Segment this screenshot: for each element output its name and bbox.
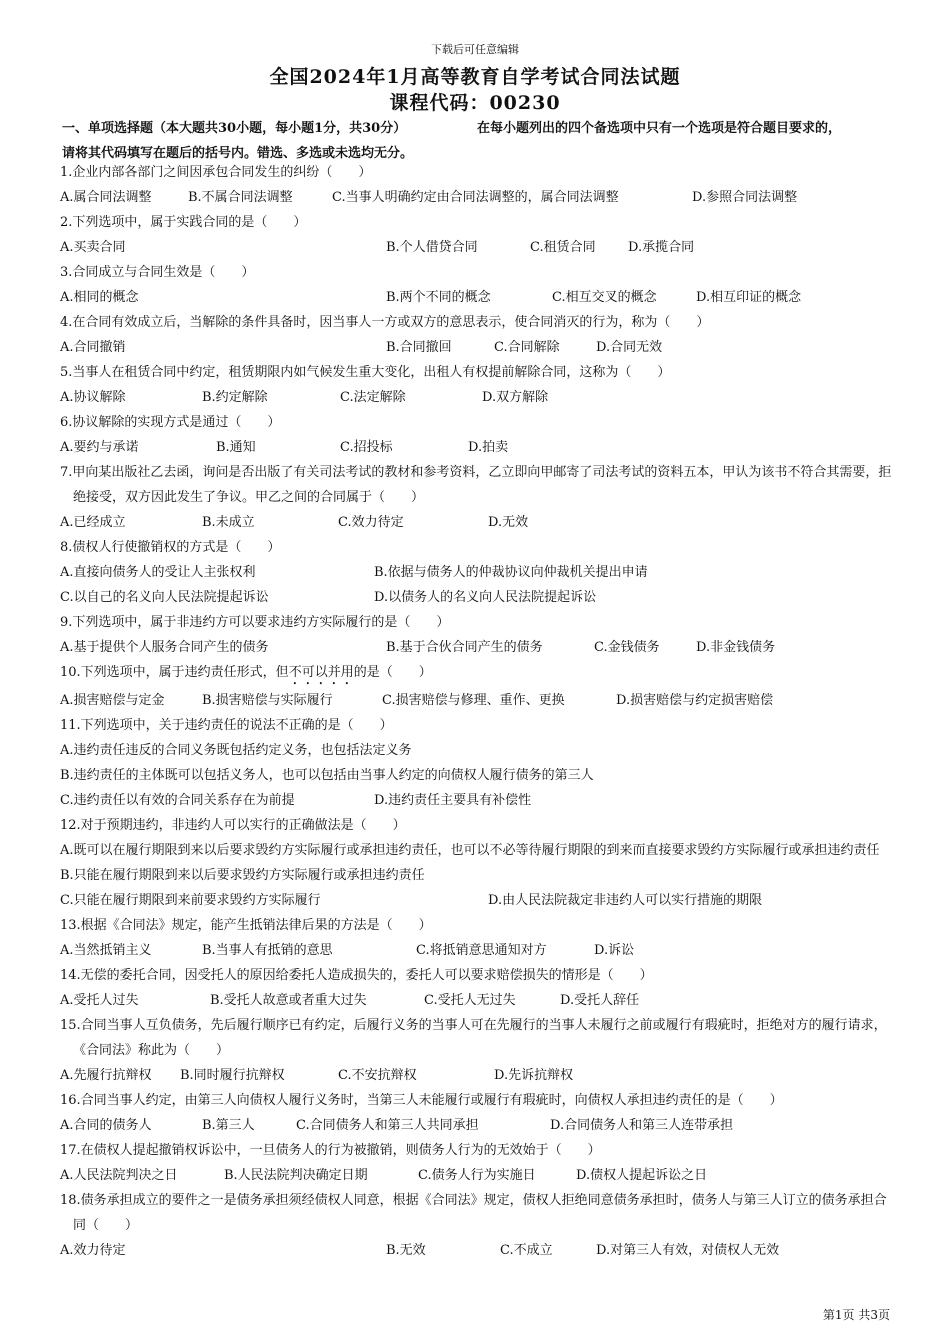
section-instruction-a: 在每小题列出的四个备选项中只有一个选项是符合题目要求的， <box>477 121 842 136</box>
question-stem: 17.在债权人提起撤销权诉讼中，一旦债务人的行为被撤销，则债务人行为的无效始于（ ） <box>60 1143 601 1158</box>
section-heading: 一、单项选择题（本大题共30小题，每小题1分，共30分） <box>62 121 407 136</box>
question-stem: 8.债权人行使撤销权的方式是（ ） <box>60 540 281 555</box>
page-number: 第1页 共3页 <box>822 1308 890 1322</box>
question-stem-part: 的是（ ） <box>353 665 432 680</box>
option: B.当事人有抵销的意思 <box>202 943 333 958</box>
question-options <box>60 788 894 813</box>
option: D.无效 <box>488 515 529 530</box>
option: C.将抵销意思通知对方 <box>416 943 547 958</box>
option: A.受托人过失 <box>60 993 139 1008</box>
option: A.当然抵销主义 <box>60 943 152 958</box>
option: D.合同债务人和第三人连带承担 <box>550 1118 734 1133</box>
option: A.既可以在履行期限到来以后要求毁约方实际履行或承担违约责任，也可以不必等待履行期限的到来而直接要求毁约方实际履行或承担违约责任 <box>60 843 880 858</box>
option: D.违约责任主要具有补偿性 <box>374 793 532 808</box>
option: C.损害赔偿与修理、重作、更换 <box>382 693 565 708</box>
option: D.受托人辞任 <box>560 993 640 1008</box>
question-options <box>60 688 894 713</box>
option: B.个人借贷合同 <box>386 240 478 255</box>
option: A.违约责任违反的合同义务既包括约定义务，也包括法定义务 <box>60 743 412 758</box>
question-options <box>60 335 894 360</box>
question-stem <box>60 660 894 688</box>
option: A.人民法院判决之日 <box>60 1168 178 1183</box>
question-options <box>60 1238 894 1263</box>
option: B.受托人故意或者重大过失 <box>210 993 367 1008</box>
option: D.债权人提起诉讼之日 <box>576 1168 708 1183</box>
option: A.先履行抗辩权 <box>60 1068 152 1083</box>
option: C.法定解除 <box>340 390 406 405</box>
option: A.损害赔偿与定金 <box>60 693 165 708</box>
question-stem: 16.合同当事人约定，由第三人向债权人履行义务时，当第三人未能履行或履行有瑕疵时，向债权人承担违约责任的是（ ） <box>60 1093 783 1108</box>
question-options <box>60 635 894 660</box>
question-stem: 13.根据《合同法》规定，能产生抵销法律后果的方法是（ ） <box>60 918 432 933</box>
option: A.效力待定 <box>60 1243 126 1258</box>
option: B.不属合同法调整 <box>188 190 293 205</box>
option: C.以自己的名义向人民法院提起诉讼 <box>60 590 269 605</box>
option: A.协议解除 <box>60 390 126 405</box>
option: A.属合同法调整 <box>60 190 152 205</box>
option: D.对第三人有效，对债权人无效 <box>596 1243 780 1258</box>
option: B.基于合伙合同产生的债务 <box>386 640 543 655</box>
option: B.通知 <box>216 440 256 455</box>
option: B.损害赔偿与实际履行 <box>202 693 333 708</box>
option: D.由人民法院裁定非违约人可以实行措施的期限 <box>488 893 763 908</box>
option: A.相同的概念 <box>60 290 139 305</box>
option: B.人民法院判决确定日期 <box>224 1168 368 1183</box>
option: B.第三人 <box>202 1118 255 1133</box>
section-header <box>62 116 892 166</box>
question-stem: 3.合同成立与合同生效是（ ） <box>60 265 255 280</box>
exam-title: 全国2024年1月高等教育自学考试合同法试题 <box>269 66 681 88</box>
option: B.违约责任的主体既可以包括义务人，也可以包括由当事人约定的向债权人履行债务的第三人 <box>60 768 594 783</box>
question-stem: 9.下列选项中，属于非违约方可以要求违约方实际履行的是（ ） <box>60 615 450 630</box>
question-stem: 14.无偿的委托合同，因受托人的原因给委托人造成损失的，委托人可以要求赔偿损失的情形是（ ） <box>60 968 653 983</box>
section-instruction-b: 请将其代码填写在题后的括号内。错选、多选或未选均无分。 <box>62 146 414 161</box>
option: D.合同无效 <box>596 340 663 355</box>
course-code: 课程代码：00230 <box>389 92 561 114</box>
question-options <box>60 1113 894 1138</box>
option: B.同时履行抗辩权 <box>180 1068 285 1083</box>
option: C.合同债务人和第三人共同承担 <box>296 1118 479 1133</box>
option: B.约定解除 <box>202 390 268 405</box>
option: A.基于提供个人服务合同产生的债务 <box>60 640 269 655</box>
option: C.相互交叉的概念 <box>552 290 657 305</box>
option: C.受托人无过失 <box>424 993 516 1008</box>
option: C.只能在履行期限到来前要求毁约方实际履行 <box>60 893 321 908</box>
option: B.依据与债务人的仲裁协议向仲裁机关提出申请 <box>374 565 648 580</box>
option: D.以债务人的名义向人民法院提起诉讼 <box>374 590 597 605</box>
question-stem: 15.合同当事人互负债务，先后履行顺序已有约定，后履行义务的当事人可在先履行的当事人未履行之前或履行有瑕疵时，拒绝对方的履行请求，《合同法》称此为（ ） <box>60 1018 887 1058</box>
option: B.只能在履行期限到来以后要求毁约方实际履行或承担违约责任 <box>60 868 425 883</box>
question-options <box>60 888 894 913</box>
question-list <box>60 160 894 1263</box>
option: A.已经成立 <box>60 515 126 530</box>
option: A.买卖合同 <box>60 240 126 255</box>
option: D.双方解除 <box>482 390 549 405</box>
option: B.未成立 <box>202 515 255 530</box>
question-options <box>60 435 894 460</box>
question-stem: 4.在合同有效成立后，当解除的条件具备时，因当事人一方或双方的意思表示，使合同消灭的行为，称为（ ） <box>60 315 710 330</box>
question-stem: 18.债务承担成立的要件之一是债务承担须经债权人同意，根据《合同法》规定，债权人拒绝同意债务承担时，债务人与第三人订立的债务承担合同（ ） <box>60 1193 887 1233</box>
option: C.债务人行为实施日 <box>418 1168 536 1183</box>
option: C.不安抗辩权 <box>338 1068 417 1083</box>
question-options <box>60 1163 894 1188</box>
question-options <box>60 510 894 535</box>
option: B.合同撤回 <box>386 340 452 355</box>
header-note: 下载后可任意编辑 <box>431 43 519 56</box>
question-stem: 2.下列选项中，属于实践合同的是（ ） <box>60 215 307 230</box>
option: C.金钱债务 <box>594 640 660 655</box>
question-stem: 12.对于预期违约，非违约人可以实行的正确做法是（ ） <box>60 818 406 833</box>
option: B.两个不同的概念 <box>386 290 491 305</box>
option: C.租赁合同 <box>530 240 596 255</box>
option: D.相互印证的概念 <box>696 290 802 305</box>
emphasized-text: 不可以并用 <box>288 665 354 680</box>
question-options <box>60 185 894 210</box>
option: A.直接向债务人的受让人主张权利 <box>60 565 256 580</box>
question-stem: 7.甲向某出版社乙去函，询问是否出版了有关司法考试的教材和参考资料，乙立即向甲邮寄了司法考试的资料五本，甲认为该书不符合其需要，拒绝接受，双方因此发生了争议。甲乙之间的合同属于（ ） <box>60 465 892 505</box>
option: D.非金钱债务 <box>696 640 776 655</box>
question-options <box>60 988 894 1013</box>
option: D.承揽合同 <box>628 240 695 255</box>
question-stem-part: 10.下列选项中，属于违约责任形式，但 <box>60 665 289 680</box>
option: C.效力待定 <box>338 515 404 530</box>
option: A.合同撤销 <box>60 340 126 355</box>
option: C.招投标 <box>340 440 393 455</box>
option: D.损害赔偿与约定损害赔偿 <box>616 693 774 708</box>
option: C.违约责任以有效的合同关系存在为前提 <box>60 793 295 808</box>
question-options <box>60 1063 894 1088</box>
question-stem: 1.企业内部各部门之间因承包合同发生的纠纷（ ） <box>60 165 372 180</box>
option: C.当事人明确约定由合同法调整的，属合同法调整 <box>332 190 619 205</box>
option: B.无效 <box>386 1243 426 1258</box>
option: A.要约与承诺 <box>60 440 139 455</box>
option: D.拍卖 <box>468 440 509 455</box>
question-options <box>60 235 894 260</box>
question-stem: 5.当事人在租赁合同中约定，租赁期限内如气候发生重大变化，出租人有权提前解除合同，这称为（ ） <box>60 365 671 380</box>
option: D.参照合同法调整 <box>692 190 798 205</box>
option: A.合同的债务人 <box>60 1118 152 1133</box>
option: D.先诉抗辩权 <box>494 1068 574 1083</box>
question-options <box>60 285 894 310</box>
option: D.诉讼 <box>594 943 635 958</box>
option: C.合同解除 <box>494 340 560 355</box>
option: C.不成立 <box>500 1243 553 1258</box>
question-options <box>60 560 894 610</box>
question-stem: 11.下列选项中，关于违约责任的说法不正确的是（ ） <box>60 718 393 733</box>
question-stem: 6.协议解除的实现方式是通过（ ） <box>60 415 281 430</box>
question-options <box>60 938 894 963</box>
question-options <box>60 385 894 410</box>
